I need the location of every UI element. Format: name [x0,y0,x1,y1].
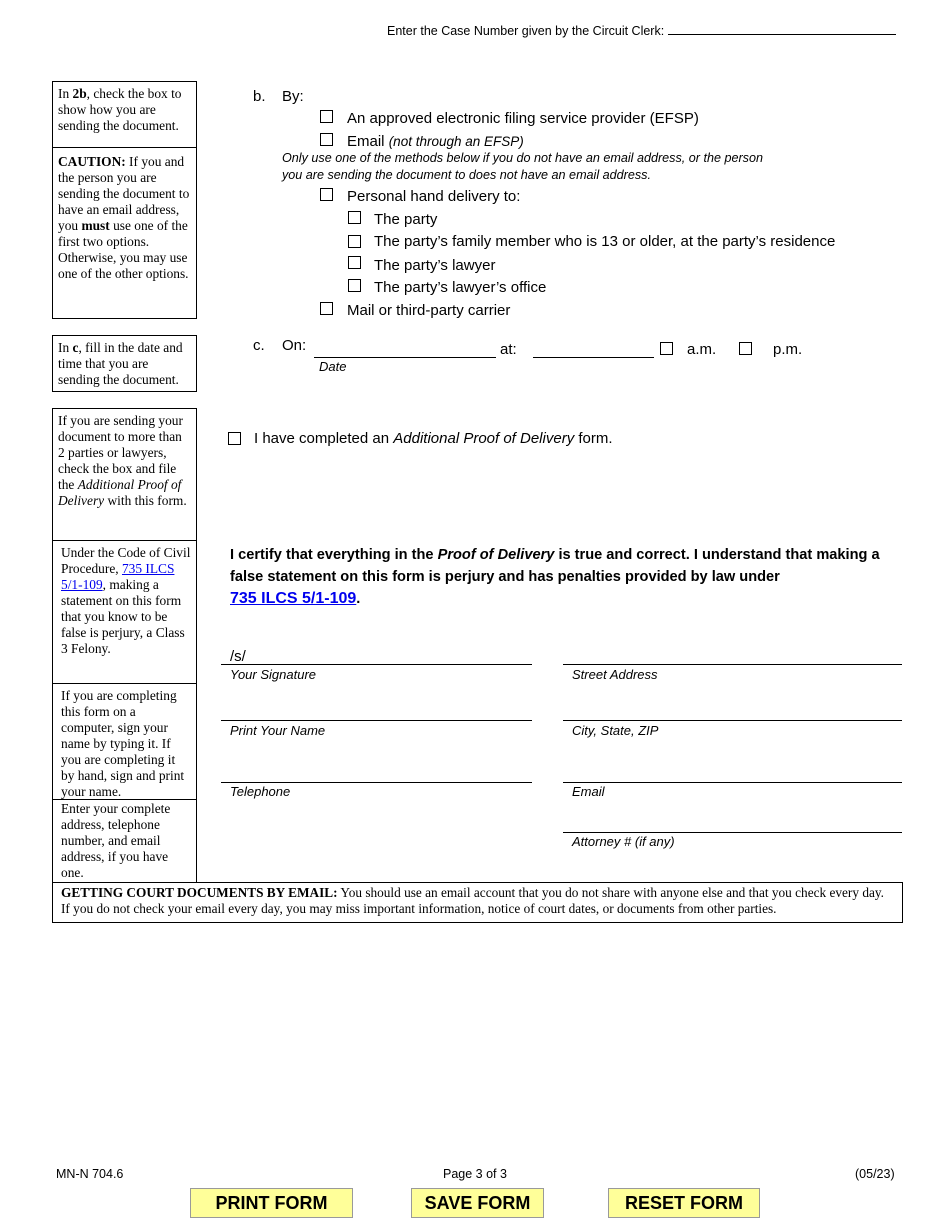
section-b-label: By: [282,88,304,105]
certification-statement: I certify that everything in the Proof of Delivery is true and correct. I understand that making a false statement on this form is perjury and has penalties provided by law under 735 ILCS 5/1-109. [230,547,880,607]
city-state-zip-field[interactable] [563,720,902,721]
method-note: Only use one of the methods below if you do not have an email address, or the person you are sending the document to does not have an email address. [282,151,763,182]
mail-checkbox[interactable] [320,302,333,315]
party-checkbox[interactable] [348,211,361,224]
efsp-label: An approved electronic filing service provider (EFSP) [347,110,699,127]
family-member-label: The party’s family member who is 13 or older, at the party’s residence [374,233,836,250]
instruction-box-additional: If you are sending your document to more than 2 parties or lawyers, check the box and file the Additional Proof of Delivery with this form. [52,408,197,541]
perjury-box: Under the Code of Civil Procedure, 735 ILCS 5/1-109, making a statement on this form that you know to be false is perjury, a Class 3 Felony. [52,540,197,684]
city-state-zip-caption: City, State, ZIP [572,723,659,738]
email-option [347,133,524,150]
print-name-caption: Print Your Name [230,723,326,738]
section-c-label: On: [282,337,307,354]
instruction-box-2b: In 2b, check the box to show how you are sending the document. [52,81,197,148]
form-code: MN-N 704.6 [56,1167,124,1181]
time-at-label: at: [500,341,517,358]
hand-delivery-label: Personal hand delivery to: [347,188,521,205]
signature-caption: Your Signature [230,667,317,682]
hand-delivery-checkbox[interactable] [320,188,333,201]
pm-checkbox[interactable] [739,342,752,355]
email-note: (not through an EFSP) [388,134,524,149]
reset-form-button[interactable]: RESET FORM [608,1188,760,1218]
date-caption: Date [319,359,347,374]
email-notice-box: GETTING COURT DOCUMENTS BY EMAIL: You should use an email account that you do not share with anyone else and that you check every day. If you do not check your email every day, you may miss important information, notice of court dates, or documents from other parties. [52,882,903,923]
additional-proof-label: I have completed an Additional Proof of Delivery form. [254,430,613,447]
attorney-number-caption: Attorney # (if any) [572,834,675,849]
email-label: Email [347,133,385,150]
mail-label: Mail or third-party carrier [347,302,511,319]
am-label: a.m. [687,341,717,358]
signature-instruction-box: If you are completing this form on a computer, sign your name by typing it. If you are completing it by hand, sign and print your name. [52,683,197,800]
print-name-field[interactable] [221,720,532,721]
family-member-checkbox[interactable] [348,235,361,248]
case-number-row [387,22,896,38]
time-field[interactable] [533,357,654,358]
date-field[interactable] [314,357,496,358]
print-form-button[interactable]: PRINT FORM [190,1188,353,1218]
telephone-caption: Telephone [230,784,291,799]
pm-label: p.m. [773,341,803,358]
form-date: (05/23) [855,1167,895,1181]
lawyer-label: The party’s lawyer [374,257,496,274]
party-label: The party [374,211,438,228]
page-number: Page 3 of 3 [443,1167,507,1181]
instruction-box-c: In c, fill in the date and time that you are sending the document. [52,335,197,392]
case-number-label: Enter the Case Number given by the Circuit Clerk: [387,24,665,38]
section-c-letter: c. [253,337,265,354]
lawyer-office-label: The party’s lawyer’s office [374,279,547,296]
email-field[interactable] [563,782,902,783]
additional-proof-checkbox[interactable] [228,432,241,445]
street-address-field[interactable] [563,664,902,665]
address-instruction-box: Enter your complete address, telephone number, and email address, if you have one. [52,799,197,883]
caution-box: CAUTION: If you and the person you are sending the document to have an email address, you must use one of the first two options. Otherwise, you may use one of the other options. [52,147,197,319]
section-b-letter: b. [253,88,266,105]
attorney-number-field[interactable] [563,832,902,833]
email-checkbox[interactable] [320,133,333,146]
case-number-field[interactable] [668,22,896,35]
lawyer-checkbox[interactable] [348,256,361,269]
email-caption: Email [572,784,605,799]
efsp-checkbox[interactable] [320,110,333,123]
lawyer-office-checkbox[interactable] [348,279,361,292]
telephone-field[interactable] [221,782,532,783]
statute-link[interactable]: 735 ILCS 5/1-109 [230,590,357,607]
signature-value: /s/ [230,648,246,665]
statute-link-sidebar[interactable]: 735 ILCS 5/1-109 [61,561,175,592]
save-form-button[interactable]: SAVE FORM [411,1188,544,1218]
street-address-caption: Street Address [572,667,658,682]
signature-field[interactable] [221,664,532,665]
am-checkbox[interactable] [660,342,673,355]
